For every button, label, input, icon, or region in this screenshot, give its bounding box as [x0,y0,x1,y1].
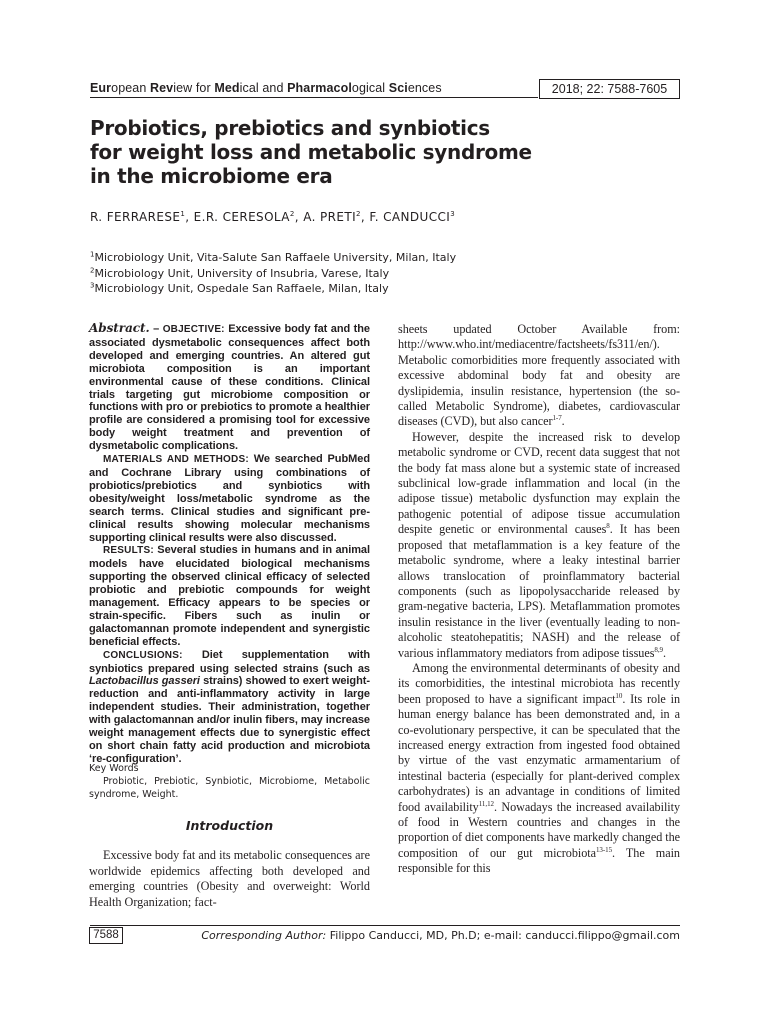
reference-sup: 8 [606,522,610,531]
conclusions-text: Diet supplementation with synbiotics prepared using selected strains (such as [89,648,370,675]
journal-name-part: opean [111,81,150,95]
paragraph-text: . Nowadays the increased availability of food in Western countries and changes in the proportion of diet components have markedly changed the composition of our gut microbiota [398,799,680,860]
author-name: R. FERRARESE [90,210,181,224]
journal-name-part: ogical [351,81,389,95]
affiliation-item [90,250,456,266]
author-name: E.R. CERESOLA [193,210,290,224]
affiliation-sup: 1 [90,250,95,259]
citation-box: 2018; 22: 7588-7605 [539,79,680,99]
journal-name-part: Pharmacol [287,81,352,95]
paragraph-text: However, despite the increased risk to develop metabolic syndrome or CVD, recent data suggest that not the body fat mass alone but a systemic state of increased subclinical low-grade inflammation and local (in the adipose tissue) metabolic dysfunction may explain the pathogenic potential of adipose tissue accumulation despite genetic or environmental causes [398,429,680,537]
affiliation-item [90,281,456,297]
affiliation-item [90,266,456,282]
reference-sup: 11,12 [478,799,494,808]
journal-name-part: ences [407,81,442,95]
conclusions-text: strains) showed to exert weight-reduction and anti-inflammatory activity in large independent studies. Their administration, together with galactomannan and/or inulin fibers, may increase weight management effects due to synergistic effect on short chain fatty acid production and microbiota ‘re-configuration’. [89,675,370,765]
abstract-objective: Abstract. – OBJECTIVE: Excessive body fat and the associated dysmetabolic consequences affect both developed and emerging countries. An altered gut microbiota composition is an important environmental cause of these conditions. Clinical trials targeting gut microbiome composition or functions with pro or prebiotics to promote a healthier profile are considered a promising tool for excessive body weight treatment and prevention of dysmetabolic complications. [89,321,370,453]
affiliation-list [90,250,456,297]
affiliation-sup: 2 [90,265,95,274]
title-line: for weight loss and metabolic syndrome [90,140,532,164]
reference-sup: 1-7 [552,414,562,423]
keywords [89,762,370,801]
journal-name-part: iew for [173,81,215,95]
author-affiliation-sup: 2 [289,210,295,218]
author-affiliation-sup: 2 [356,210,361,218]
author-name: A. PRETI [303,210,357,224]
body-paragraph [398,322,680,430]
body-paragraph: Excessive body fat and its metabolic consequences are worldwide epidemics affecting both developed and emerging countries (Obesity and overweight: World Health Organization; fact- [89,848,370,909]
paragraph-text: sheets updated October Available from: http://www.who.int/mediacentre/factsheets/fs311/en/). Metabolic comorbidities more frequently associated with excessive abdominal body fat and obesity are dyslipidemia, insulin resistance, hypertension (the so-called Metabolic Syndrome), diabetes, cardiovascular diseases (CVD), but also cancer [398,322,680,429]
paragraph-text: . [561,414,565,429]
abstract-label: Abstract. [89,321,150,335]
right-column [398,322,680,877]
corresponding-text: Filippo Canducci, MD, Ph.D; e-mail: canducci.filippo@gmail.com [329,929,680,942]
page-number: 7588 [89,927,123,944]
corresponding-label: Corresponding Author: [201,929,327,942]
paragraph-text: . It has been proposed that metaflammation is a key feature of the metabolic syndrome, where a leaky intestinal barrier allows translocation of proinflammatory bacterial components (such as lipopolysaccharide released by gram-negative bacteria, LPS). Metaflammation promotes insulin resistance in the liver (eventually leading to non-alcoholic steatohepatitis; NASH) and the release of various inflammatory mediators from adipose tissues [398,522,680,660]
abstract-conclusions [89,649,370,766]
affiliation-text: Microbiology Unit, University of Insubria, Varese, Italy [94,266,390,280]
paragraph-text: . The main responsible for this [398,845,680,876]
body-paragraph [398,661,680,877]
author-affiliation-sup: 3 [450,210,456,218]
reference-sup: 13-15 [595,845,613,854]
article-title [90,116,650,188]
keywords-label: Key Words [89,763,139,774]
objective-heading: OBJECTIVE: [162,324,225,335]
objective-text: Excessive body fat and the associated dysmetabolic consequences affect both developed and emerging countries. An altered gut microbiota composition is an important environmental cause of these conditions. Clinical trials targeting gut microbiome composition or functions with pro or prebiotics to promote a healthier profile are considered a promising tool for excessive body weight treatment and prevention of dysmetabolic complications. [89,323,370,453]
journal-name-part: ical and [239,81,288,95]
body-paragraph [398,430,680,661]
affiliation-text: Microbiology Unit, Ospedale San Raffaele, Milan, Italy [94,282,389,295]
journal-name-part: Rev [149,81,174,95]
paragraph-text: . [663,645,666,660]
keywords-text: Probiotic, Prebiotic, Synbiotic, Microbiome, Metabolic syndrome, Weight. [89,776,370,800]
introduction-heading: Introduction [185,818,274,833]
author-name: F. CANDUCCI [369,210,451,224]
header-rule [90,97,538,98]
conclusions-species: Lactobacillus gasseri [89,675,200,688]
paragraph-text: Among the environmental determinants of obesity and its comorbidities, the intestinal microbiota has recently been proposed to have a significant impact [398,660,680,706]
footer-rule [90,925,680,926]
results-heading: RESULTS: [103,545,154,557]
results-text: Several studies in humans and in animal models have elucidated biological mechanisms supporting the observed clinical efficacy of selected probiotic and prebiotic compounds for weight management. Efficacy appears to be species or strain-specific. Fibers such as inulin or galactomannan promote independent and synergistic beneficial effects. [89,544,370,648]
conclusions-heading: CONCLUSIONS: [103,649,183,661]
abstract [89,322,370,766]
reference-sup: 8,9 [654,645,663,654]
journal-name-part: Med [214,81,240,95]
affiliation-text: Microbiology Unit, Vita-Salute San Raffaele University, Milan, Italy [94,251,457,264]
title-line: Probiotics, prebiotics and synbiotics [90,116,490,140]
introduction-body [89,848,370,910]
author-list: R. FERRARESE$^1$, E.R. CERESOLA$^2$, A. PRETI$^2$, F. CANDUCCI$^3$ [90,210,456,224]
methods-text: We searched PubMed and Cochrane Library using combinations of probiotics/prebiotics and synbiotics with obesity/weight loss/metabolic syndrome as the search terms. Clinical studies and significant pre-clinical results showing molecular mechanisms supporting clinical results were also discussed. [89,453,370,544]
abstract-results [89,544,370,648]
title-line: in the microbiome era [90,164,333,188]
reference-sup: 10 [615,691,623,700]
affiliation-sup: 3 [90,281,95,290]
methods-heading: MATERIALS AND METHODS: [103,454,249,466]
journal-name-part: Eur [90,81,112,95]
paragraph-text: . Its role in human energy balance has been demonstrated and, in a co-evolutionary perspective, it can be speculated that the increased energy extraction from ingested food obtained by virtue of the vast enzymatic armamentarium of intestinal bacteria (especially for plant-derived complex carbohydrates) is an advantage in conditions of limited food availability [398,691,681,814]
abstract-methods [89,453,370,544]
journal-name [90,81,442,95]
author-affiliation-sup: 1 [180,210,186,218]
journal-name-part: Sci [388,81,408,95]
corresponding-author [201,929,680,942]
